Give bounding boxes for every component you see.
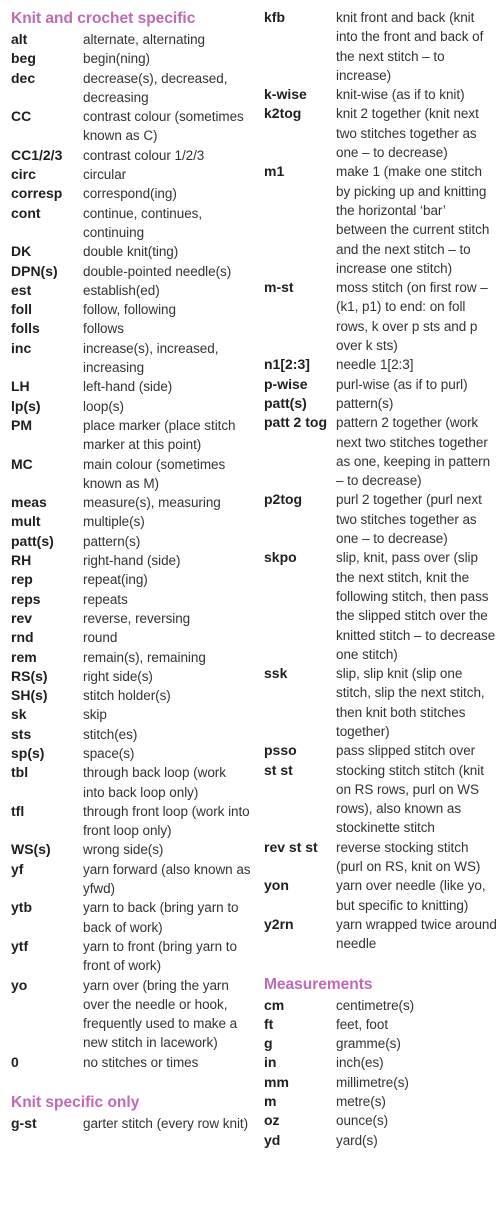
abbreviation-definition: yarn to front (bring yarn to front of work) xyxy=(83,938,237,974)
abbreviation-entry-cc1-2-3 xyxy=(11,146,251,165)
abbreviation-entry-n1-2-3 xyxy=(264,355,498,374)
abbreviation-term: m xyxy=(264,1093,277,1110)
abbreviation-term: tbl xyxy=(11,764,29,781)
abbreviation-entry-yd xyxy=(264,1131,498,1150)
abbreviation-definition: place marker (place stitch marker at this point) xyxy=(83,417,236,453)
abbreviation-definition: reverse stocking stitch (purl on RS, knit on WS) xyxy=(336,839,481,875)
abbreviation-term: p2tog xyxy=(264,491,303,508)
abbreviation-entry-pm xyxy=(11,416,251,455)
abbreviation-entry-lh xyxy=(11,377,251,396)
abbreviation-term: DK xyxy=(11,243,32,260)
abbreviation-entry-folls xyxy=(11,319,251,338)
abbreviation-definition: purl 2 together (purl next two stitches together as one – to decrease) xyxy=(336,492,482,547)
abbreviation-definition: yarn over (bring the yarn over the needle or hook, frequently used to make a new stitch in lacework) xyxy=(83,977,238,1051)
abbreviation-definition: yard(s) xyxy=(336,1132,378,1148)
abbreviation-definition: stitch(es) xyxy=(83,726,138,742)
abbreviation-definition: space(s) xyxy=(83,745,135,761)
abbreviation-entry-ft xyxy=(264,1015,498,1034)
abbreviation-definition: stocking stitch stitch (knit on RS rows, purl on WS rows), also known as stockinette stitch xyxy=(336,762,484,836)
abbreviation-definition: skip xyxy=(83,707,107,723)
abbreviation-term: meas xyxy=(11,494,47,511)
abbreviation-term: st st xyxy=(264,761,293,778)
abbreviation-term: alt xyxy=(11,31,28,47)
abbreviation-entry-psso xyxy=(264,741,498,760)
abbreviation-definition: multiple(s) xyxy=(83,514,145,530)
abbreviation-entry-yo xyxy=(11,976,251,1053)
abbreviation-term: ytf xyxy=(11,937,29,954)
left-column xyxy=(11,8,251,1133)
section-gap xyxy=(264,954,498,974)
abbreviation-term: dec xyxy=(11,69,36,86)
abbreviation-entry-y2rn xyxy=(264,915,498,954)
abbreviation-entry-yon xyxy=(264,876,498,915)
abbreviation-term: sk xyxy=(11,706,27,723)
abbreviation-entry-sh-s xyxy=(11,686,251,705)
abbreviation-entry-oz xyxy=(264,1111,498,1130)
abbreviation-entry-reps xyxy=(11,590,251,609)
abbreviation-entry-p2tog xyxy=(264,490,498,548)
abbreviation-term: rev xyxy=(11,609,33,626)
abbreviation-term: yf xyxy=(11,860,24,877)
abbreviation-definition: right-hand (side) xyxy=(83,553,181,569)
abbreviation-term: DPN(s) xyxy=(11,262,58,279)
abbreviation-term: ssk xyxy=(264,665,288,682)
abbreviation-definition: inch(es) xyxy=(336,1055,384,1071)
abbreviation-term: yo xyxy=(11,976,28,993)
abbreviation-entry-sk xyxy=(11,705,251,724)
abbreviation-definition: stitch holder(s) xyxy=(83,688,171,704)
abbreviation-term: foll xyxy=(11,301,32,318)
abbreviation-term: inc xyxy=(11,339,32,356)
abbreviation-definition: contrast colour 1/2/3 xyxy=(83,147,205,163)
abbreviation-term: beg xyxy=(11,50,36,67)
abbreviation-entry-mc xyxy=(11,455,251,494)
abbreviation-definition: yarn over needle (like yo, but specific to knitting) xyxy=(336,878,486,913)
abbreviation-entry-beg xyxy=(11,49,251,68)
abbreviation-term: k2tog xyxy=(264,105,302,122)
abbreviation-definition: circular xyxy=(83,167,127,183)
abbreviation-entry-est xyxy=(11,281,251,300)
section-heading-measurements: Measurements xyxy=(264,975,373,993)
abbreviation-definition: centimetre(s) xyxy=(336,997,415,1013)
abbreviation-term: g xyxy=(264,1035,273,1052)
abbreviation-definition: pattern(s) xyxy=(83,533,141,549)
abbreviation-term: sts xyxy=(11,725,32,742)
abbreviation-definition: repeats xyxy=(83,591,128,607)
abbreviation-definition: begin(ning) xyxy=(83,51,150,67)
abbreviation-term: CC1/2/3 xyxy=(11,146,63,163)
abbreviation-entry-cm xyxy=(264,996,498,1015)
abbreviation-entry-circ xyxy=(11,165,251,184)
abbreviation-entry-meas xyxy=(11,493,251,512)
abbreviation-term: folls xyxy=(11,320,40,337)
abbreviation-term: mm xyxy=(264,1073,289,1090)
abbreviation-term: kfb xyxy=(264,9,285,25)
abbreviation-term: yd xyxy=(264,1131,281,1148)
abbreviation-term: patt(s) xyxy=(11,532,54,549)
abbreviation-entry-in xyxy=(264,1053,498,1072)
section-heading-knit-specific-only: Knit specific only xyxy=(11,1094,140,1112)
abbreviation-term: m-st xyxy=(264,279,294,296)
abbreviation-entry-cont xyxy=(11,204,251,243)
abbreviation-term: SH(s) xyxy=(11,687,48,704)
abbreviation-definition: pass slipped stitch over xyxy=(336,743,476,759)
abbreviation-entry-0 xyxy=(11,1053,251,1072)
abbreviation-term: g-st xyxy=(11,1115,37,1132)
abbreviation-entry-patt-s xyxy=(264,394,498,413)
abbreviation-term: patt(s) xyxy=(264,394,307,411)
abbreviation-definition: double-pointed needle(s) xyxy=(83,263,232,279)
abbreviation-entry-m1 xyxy=(264,162,498,278)
abbreviation-definition: knit 2 together (knit next two stitches together as one – to decrease) xyxy=(336,106,479,161)
abbreviation-term: PM xyxy=(11,416,32,433)
abbreviation-term: psso xyxy=(264,742,297,759)
abbreviation-term: RH xyxy=(11,552,32,569)
abbreviation-definition: moss stitch (on first row – (k1, p1) to end: on foll rows, k over p sts and p over k sts) xyxy=(336,280,488,354)
abbreviation-entry-kfb xyxy=(264,8,498,85)
abbreviation-definition: yarn forward (also known as yfwd) xyxy=(83,861,251,897)
abbreviation-term: ft xyxy=(264,1015,274,1032)
abbreviation-entry-sp-s xyxy=(11,744,251,763)
abbreviation-term: tfl xyxy=(11,802,25,819)
abbreviation-entry-rev-st-st xyxy=(264,838,498,877)
abbreviation-term: rem xyxy=(11,648,37,665)
abbreviation-definition: no stitches or times xyxy=(83,1054,199,1070)
abbreviation-definition: wrong side(s) xyxy=(83,842,164,858)
abbreviation-definition: main colour (sometimes known as M) xyxy=(83,456,226,491)
abbreviation-entry-rnd xyxy=(11,628,251,647)
abbreviation-entry-lp-s xyxy=(11,397,251,416)
abbreviation-definition: follows xyxy=(83,321,124,337)
abbreviation-definition: alternate, alternating xyxy=(83,32,205,47)
abbreviation-entry-tfl xyxy=(11,802,251,841)
abbreviation-definition: needle 1[2:3] xyxy=(336,357,414,373)
abbreviation-term: patt 2 tog xyxy=(264,414,327,431)
abbreviation-term: k-wise xyxy=(264,86,307,103)
abbreviation-definition: follow, following xyxy=(83,302,176,318)
section-gap xyxy=(11,1072,251,1092)
abbreviation-entry-rem xyxy=(11,648,251,667)
abbreviation-entry-g-st xyxy=(11,1114,251,1133)
abbreviation-term: lp(s) xyxy=(11,397,41,414)
abbreviation-definition: make 1 (make one stitch by picking up and knitting the horizontal ‘bar’ between the current stitch and the next stitch – to increase one stitch) xyxy=(336,164,490,276)
abbreviation-definition: decrease(s), decreased, decreasing xyxy=(83,70,228,105)
abbreviation-definition: repeat(ing) xyxy=(83,572,148,588)
abbreviation-definition: continue, continues, continuing xyxy=(83,205,203,240)
abbreviation-entry-yf xyxy=(11,860,251,899)
right-column xyxy=(264,8,498,1150)
abbreviation-term: circ xyxy=(11,166,36,183)
abbreviation-definition: contrast colour (sometimes known as C) xyxy=(83,109,244,144)
abbreviation-definition: reverse, reversing xyxy=(83,610,191,626)
abbreviation-definition: through back loop (work into back loop only) xyxy=(83,765,226,800)
abbreviation-entry-patt-s xyxy=(11,532,251,551)
abbreviation-entry-ytb xyxy=(11,898,251,937)
abbreviation-term: rev st st xyxy=(264,838,318,855)
abbreviation-definition: garter stitch (every row knit) xyxy=(83,1116,249,1132)
section-heading-knit-and-crochet-specific: Knit and crochet specific xyxy=(11,10,196,27)
abbreviation-term: ytb xyxy=(11,899,32,916)
abbreviation-definition: remain(s), remaining xyxy=(83,649,206,665)
abbreviation-term: in xyxy=(264,1054,277,1071)
abbreviation-term: p-wise xyxy=(264,375,308,392)
abbreviation-term: rep xyxy=(11,571,33,588)
abbreviation-entry-patt-2-tog xyxy=(264,413,498,490)
abbreviation-definition: right side(s) xyxy=(83,668,153,684)
abbreviation-entry-rh xyxy=(11,551,251,570)
abbreviation-definition: loop(s) xyxy=(83,398,124,414)
abbreviation-term: n1[2:3] xyxy=(264,356,310,373)
abbreviation-definition: yarn wrapped twice around needle xyxy=(336,916,497,952)
abbreviation-term: cont xyxy=(11,204,41,221)
abbreviation-entry-dk xyxy=(11,242,251,261)
abbreviation-term: skpo xyxy=(264,549,297,566)
abbreviation-entry-p-wise xyxy=(264,375,498,394)
abbreviation-definition: slip, knit, pass over (slip the next stitch, knit the following stitch, then pass the slipped stitch over the knitted stitch – to decrease one stitch) xyxy=(336,550,496,662)
abbreviation-entry-k-wise xyxy=(264,85,498,104)
abbreviation-definition: through front loop (work into front loop only) xyxy=(83,803,250,839)
abbreviation-entry-dec xyxy=(11,69,251,108)
abbreviation-term: est xyxy=(11,281,32,298)
abbreviation-definition: millimetre(s) xyxy=(336,1074,409,1090)
abbreviation-term: LH xyxy=(11,378,30,395)
abbreviation-entry-ws-s xyxy=(11,840,251,859)
abbreviation-definition: increase(s), increased, increasing xyxy=(83,340,219,376)
abbreviation-definition: yarn to back (bring yarn to back of work) xyxy=(83,900,239,935)
abbreviation-entry-mult xyxy=(11,512,251,531)
abbreviation-entry-g xyxy=(264,1034,498,1053)
abbreviation-term: rnd xyxy=(11,629,34,646)
abbreviation-definition: measure(s), measuring xyxy=(83,495,221,511)
abbreviation-term: m1 xyxy=(264,163,285,180)
abbreviation-entry-k2tog xyxy=(264,104,498,162)
abbreviation-term: WS(s) xyxy=(11,841,51,858)
abbreviation-entry-m-st xyxy=(264,278,498,355)
abbreviation-entry-corresp xyxy=(11,184,251,203)
abbreviation-entry-ytf xyxy=(11,937,251,976)
abbreviation-term: oz xyxy=(264,1112,280,1129)
abbreviation-term: MC xyxy=(11,455,33,472)
abbreviation-entry-skpo xyxy=(264,548,498,664)
abbreviation-term: cm xyxy=(264,996,285,1013)
abbreviation-entry-ssk xyxy=(264,664,498,741)
abbreviation-definition: correspond(ing) xyxy=(83,186,177,202)
abbreviation-term: mult xyxy=(11,513,41,530)
abbreviation-term: reps xyxy=(11,590,41,607)
abbreviation-term: CC xyxy=(11,108,32,125)
abbreviation-definition: gramme(s) xyxy=(336,1036,401,1052)
abbreviation-entry-foll xyxy=(11,300,251,319)
abbreviation-term: sp(s) xyxy=(11,744,45,761)
abbreviation-definition: pattern(s) xyxy=(336,395,394,411)
abbreviation-entry-sts xyxy=(11,725,251,744)
abbreviation-term: 0 xyxy=(11,1053,19,1070)
abbreviation-definition: double knit(ting) xyxy=(83,244,179,260)
abbreviation-definition: purl-wise (as if to purl) xyxy=(336,376,468,392)
abbreviation-definition: knit front and back (knit into the front and back of the next stitch – to increase) xyxy=(336,10,484,83)
abbreviation-definition: metre(s) xyxy=(336,1094,386,1110)
abbreviation-definition: slip, slip knit (slip one stitch, slip the next stitch, then knit both stitches together) xyxy=(336,666,485,739)
abbreviation-entry-rs-s xyxy=(11,667,251,686)
abbreviation-definition: feet, foot xyxy=(336,1016,389,1032)
abbreviation-entry-tbl xyxy=(11,763,251,802)
abbreviation-entry-mm xyxy=(264,1073,498,1092)
abbreviation-term: yon xyxy=(264,877,289,894)
abbreviation-definition: round xyxy=(83,630,118,646)
abbreviation-definition: left-hand (side) xyxy=(83,379,173,395)
abbreviation-entry-st-st xyxy=(264,761,498,838)
abbreviation-definition: knit-wise (as if to knit) xyxy=(336,87,465,103)
abbreviation-entry-alt xyxy=(11,30,251,49)
abbreviation-definition: establish(ed) xyxy=(83,282,160,298)
abbreviation-entry-cc xyxy=(11,107,251,146)
abbreviation-entry-dpn-s xyxy=(11,262,251,281)
abbreviation-definition: ounce(s) xyxy=(336,1113,389,1129)
abbreviation-entry-m xyxy=(264,1092,498,1111)
abbreviation-entry-rep xyxy=(11,570,251,589)
abbreviation-term: y2rn xyxy=(264,915,294,932)
abbreviation-term: RS(s) xyxy=(11,667,48,684)
abbreviation-definition: pattern 2 together (work next two stitches together as one, keeping in pattern – to decrease) xyxy=(336,415,491,489)
abbreviation-term: corresp xyxy=(11,185,63,202)
abbreviation-entry-rev xyxy=(11,609,251,628)
abbreviation-entry-inc xyxy=(11,339,251,378)
